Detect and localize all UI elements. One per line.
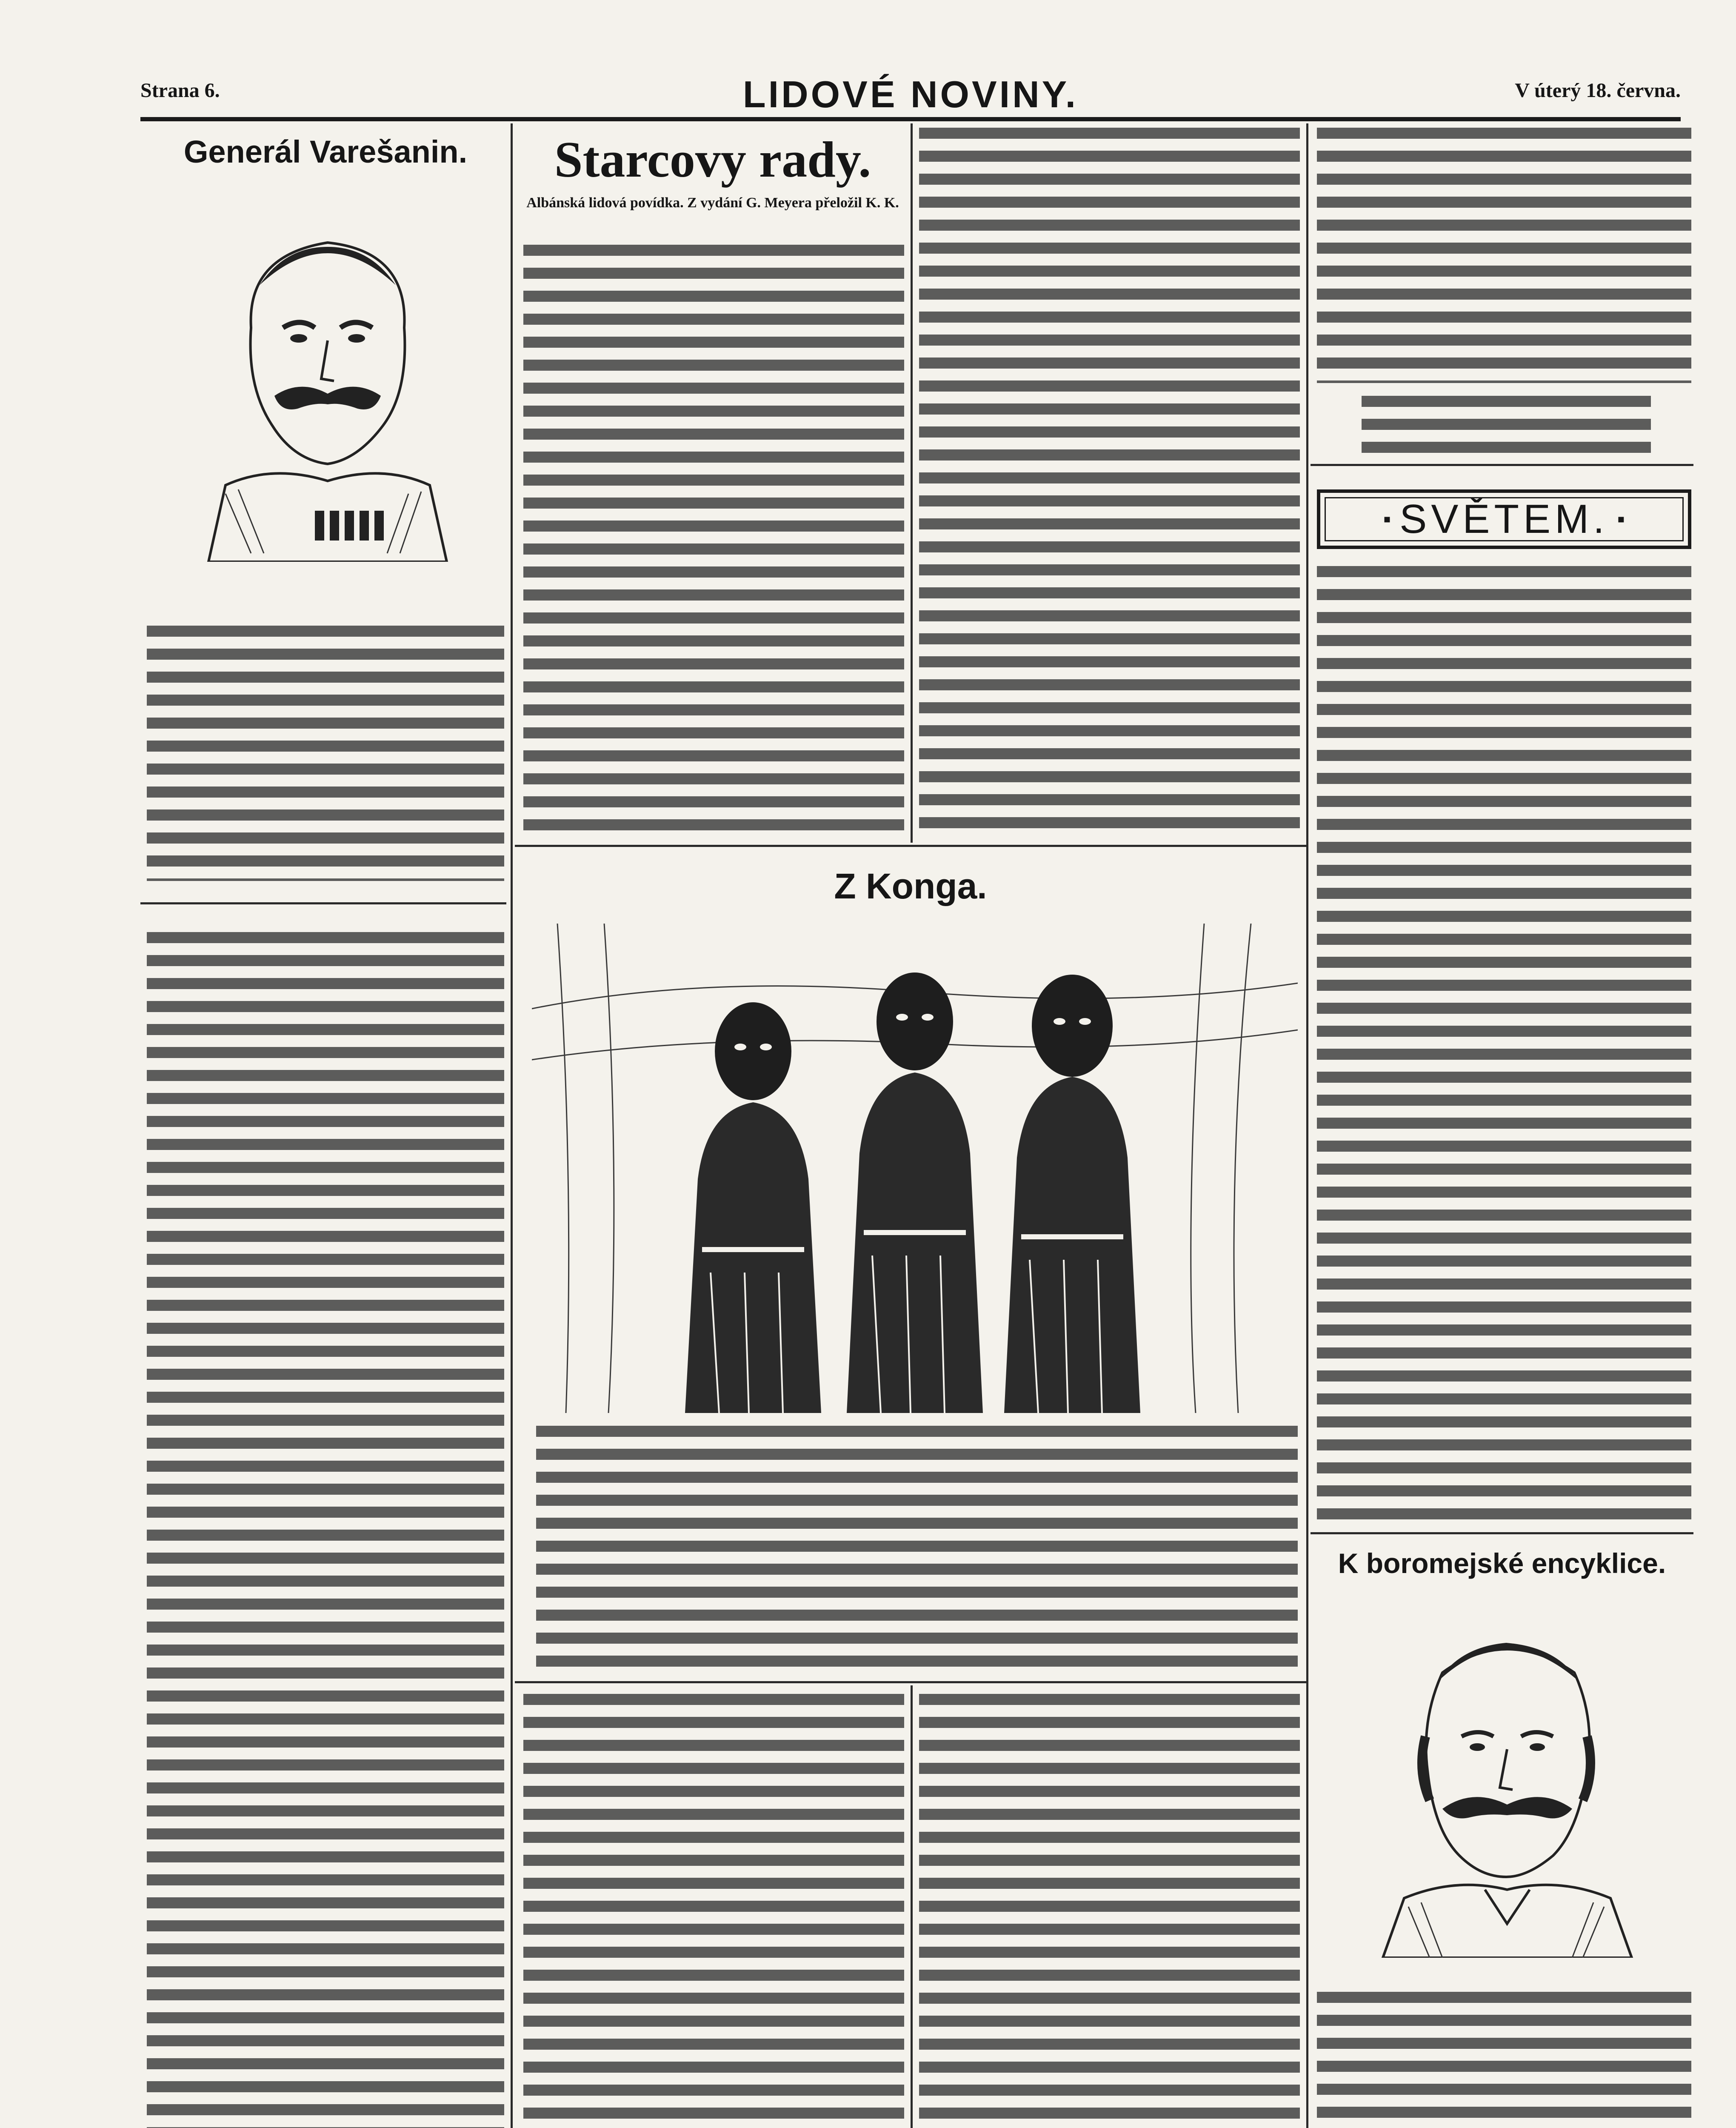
article-title-starcovy-rady: Starcovy rady. (554, 131, 871, 188)
section-rule (515, 1681, 1306, 1683)
page-number: Strana 6. (140, 79, 220, 102)
svetem-title: SVĚTEM. (1399, 496, 1609, 542)
article-body-starcovy-rady (523, 245, 904, 836)
varesanin-portrait (187, 187, 468, 562)
masthead (140, 73, 1681, 117)
article-body-z-konga (536, 1426, 1298, 1673)
article-body-rozsudek (147, 932, 504, 2128)
column-rule (911, 123, 913, 843)
issue-date: V úterý 18. června. (1515, 79, 1681, 102)
article-body-boromejske (1317, 1992, 1691, 2128)
section-rule (140, 902, 506, 904)
section-rule (1311, 464, 1693, 466)
article-body-starcovy-rady-cont (919, 128, 1300, 836)
article-body-varesanin (147, 626, 504, 881)
article-body-starcovy-rady-lower-right (919, 1694, 1300, 2128)
masthead-rule (140, 117, 1681, 121)
encyclical-portrait (1357, 1609, 1655, 1958)
article-body-starcovy-rady-moral (1362, 396, 1651, 455)
section-rule (515, 845, 1306, 847)
congo-engraving (532, 924, 1298, 1413)
article-body-starcovy-rady-lower-left (523, 1694, 904, 2128)
article-title-z-konga: Z Konga. (834, 866, 987, 906)
column-rule (511, 123, 513, 2128)
square-bullet-icon: ▪ (1617, 507, 1625, 532)
article-title-varesanin: Generál Varešanin. (183, 134, 468, 169)
section-rule (1311, 1532, 1693, 1534)
square-bullet-icon: ▪ (1383, 507, 1391, 532)
column-rule (911, 1685, 913, 2128)
article-body-svetem (1317, 566, 1691, 1519)
article-title-boromejske: K boromejské encyklice. (1338, 1547, 1666, 1579)
svetem-section-header (1317, 489, 1691, 549)
column-rule (1306, 123, 1308, 2128)
paper-title: LIDOVÉ NOVINY. (742, 73, 1079, 115)
article-source-note: Albánská lidová povídka. Z vydání G. Meyera přeložil K. K. (526, 195, 899, 211)
article-body-starcovy-rady-end (1317, 128, 1691, 383)
